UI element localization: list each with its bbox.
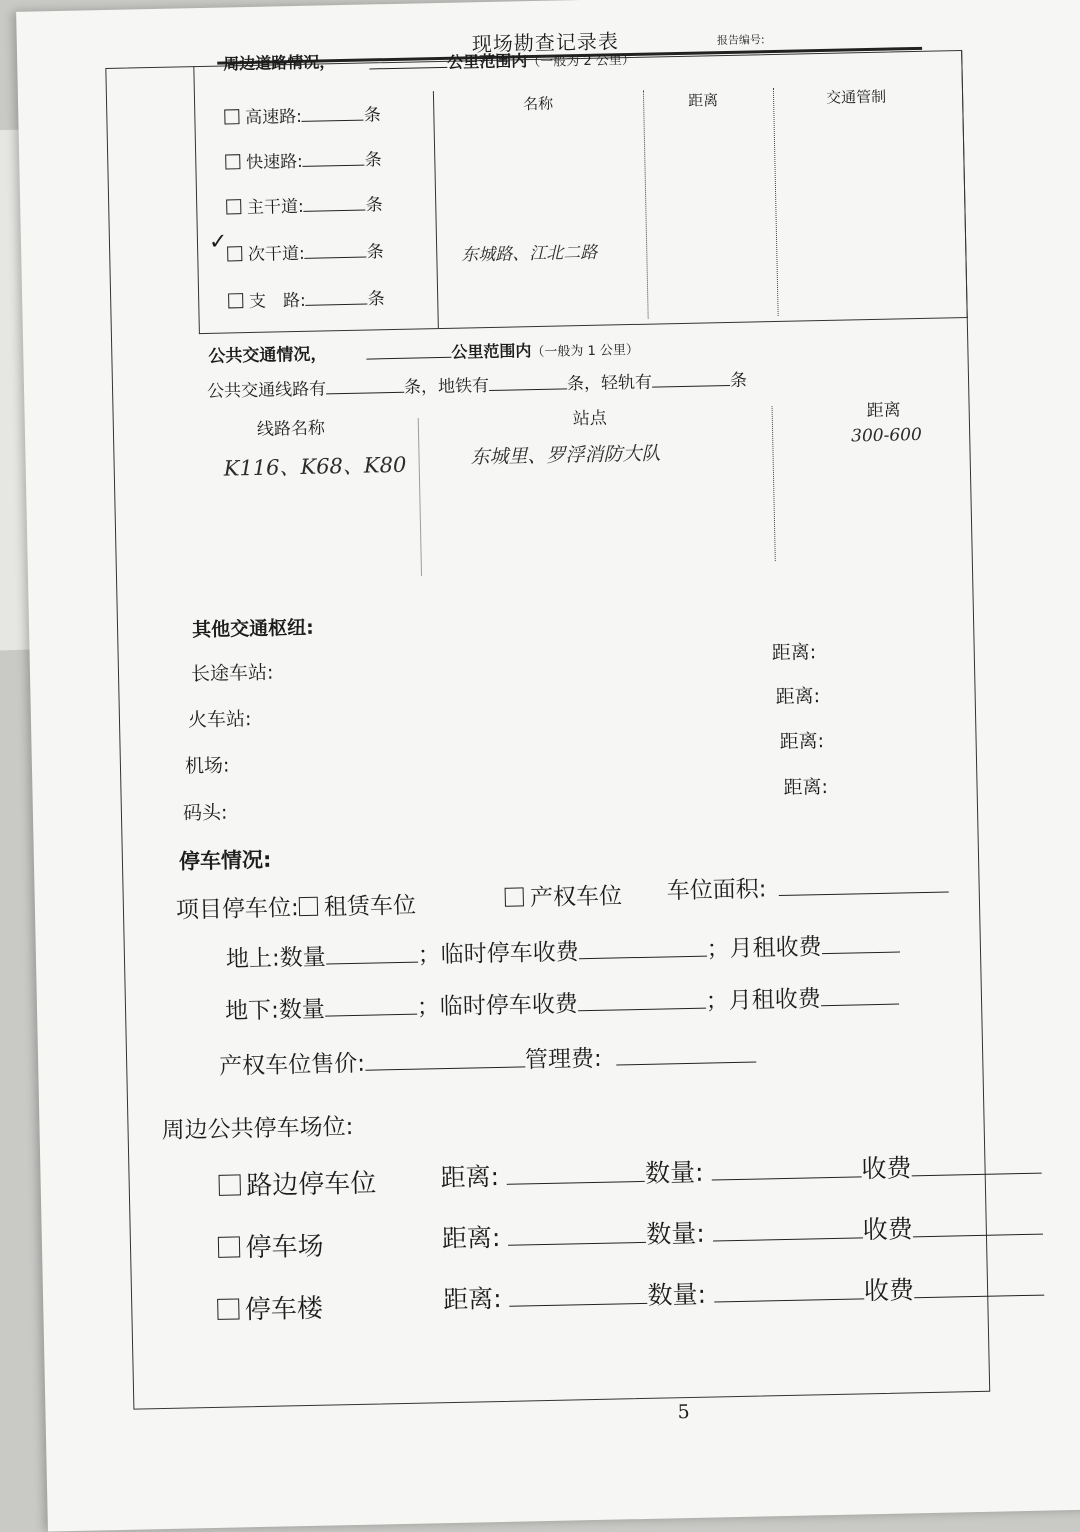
survey-form-page [16, 0, 1080, 1531]
roads-range-blank [369, 52, 447, 70]
secondary-checkbox[interactable] [227, 246, 242, 261]
parking-garage-fields: 距离: 数量: 收费 [443, 1268, 1045, 1317]
road-names-handwriting: 东城路、江北二路 [461, 242, 598, 266]
above-ground-row: 地上:数量 ；临时停车收费 ；月租收费 [226, 927, 900, 974]
transit-stations-handwriting: 东城里、罗浮消防大队 [470, 442, 661, 469]
owned-checkbox[interactable] [505, 887, 525, 907]
owned-parking-option: 产权车位 [504, 877, 622, 912]
parking-garage-checkbox[interactable] [217, 1298, 239, 1320]
roads-col-traffic: 交通管制 [825, 87, 887, 107]
hubs-heading: 其他交通枢纽: [191, 616, 314, 642]
road-type-fastway: 快速路: 条 [225, 145, 382, 173]
parking-lot-fields: 距离: 数量: 收费 [442, 1207, 1044, 1256]
page-number: 5 [677, 1401, 690, 1424]
hub-pier-distance: 距离: [783, 776, 829, 799]
parking-lot-checkbox[interactable] [218, 1236, 240, 1258]
project-parking-row: 项目停车位: 租赁车位 [175, 892, 417, 924]
form-title: 现场勘查记录表 [471, 29, 620, 57]
road-type-expressway: 高速路: 条 [224, 100, 381, 128]
roads-col-distance: 距离 [687, 91, 719, 110]
transit-heading: 公共交通情况， [208, 344, 328, 367]
road-type-arterial: 主干道: 条 [226, 190, 383, 218]
underground-row: 地下:数量 ；临时停车收费 ；月租收费 [225, 979, 899, 1026]
hub-coach-station: 长途车站: [190, 661, 274, 686]
hub-train-station: 火车站: [187, 708, 252, 732]
checkmark-icon: ✓ [208, 229, 228, 255]
public-parking-heading: 周边公共停车场位: [161, 1114, 354, 1145]
public-parking-garage: 停车楼 [217, 1288, 323, 1327]
hub-coach-distance: 距离: [771, 641, 817, 665]
hub-airport: 机场: [184, 754, 230, 778]
transit-lines-handwriting: K116、K68、K80 [223, 452, 407, 481]
parking-area-row: 车位面积: [666, 867, 948, 906]
branch-checkbox[interactable] [228, 293, 243, 308]
hub-airport-distance: 距离: [779, 730, 825, 754]
roads-col-name: 名称 [522, 94, 554, 114]
transit-line-counts: 公共交通线路有 条，地铁有 条，轻轨有 条 [206, 370, 748, 402]
arterial-checkbox[interactable] [226, 199, 241, 214]
hub-pier: 码头: [182, 801, 228, 825]
transit-distance-handwriting: 300-600 [850, 424, 923, 447]
transit-col-station: 站点 [572, 408, 607, 430]
owned-price-row: 产权车位售价: 管理费: [219, 1037, 756, 1081]
report-number-label: 报告编号: [716, 33, 765, 48]
road-type-secondary: 次干道: 条 [227, 237, 384, 265]
transit-col-distance: 距离 [866, 400, 901, 422]
road-type-branch: 支 路: 条 [228, 284, 385, 312]
parking-heading: 停车情况: [178, 847, 272, 874]
roadside-fields: 距离: 数量: 收费 [440, 1146, 1042, 1195]
transit-range-blank [366, 342, 451, 360]
roads-range: 公里范围内（一般为 2 公里） [369, 46, 635, 75]
roadside-checkbox[interactable] [219, 1174, 241, 1196]
hub-train-distance: 距离: [775, 685, 821, 709]
public-parking-roadside: 路边停车位 [218, 1163, 376, 1203]
parking-area-blank[interactable] [778, 870, 948, 896]
roads-heading: 周边道路情况， [223, 52, 336, 74]
transit-range: 公里范围内（一般为 1 公里） [366, 336, 639, 365]
lease-checkbox[interactable] [298, 896, 318, 916]
transit-col-line: 线路名称 [256, 418, 326, 440]
expressway-checkbox[interactable] [224, 109, 239, 124]
public-parking-lot: 停车场 [218, 1226, 324, 1265]
fastway-checkbox[interactable] [225, 154, 240, 169]
